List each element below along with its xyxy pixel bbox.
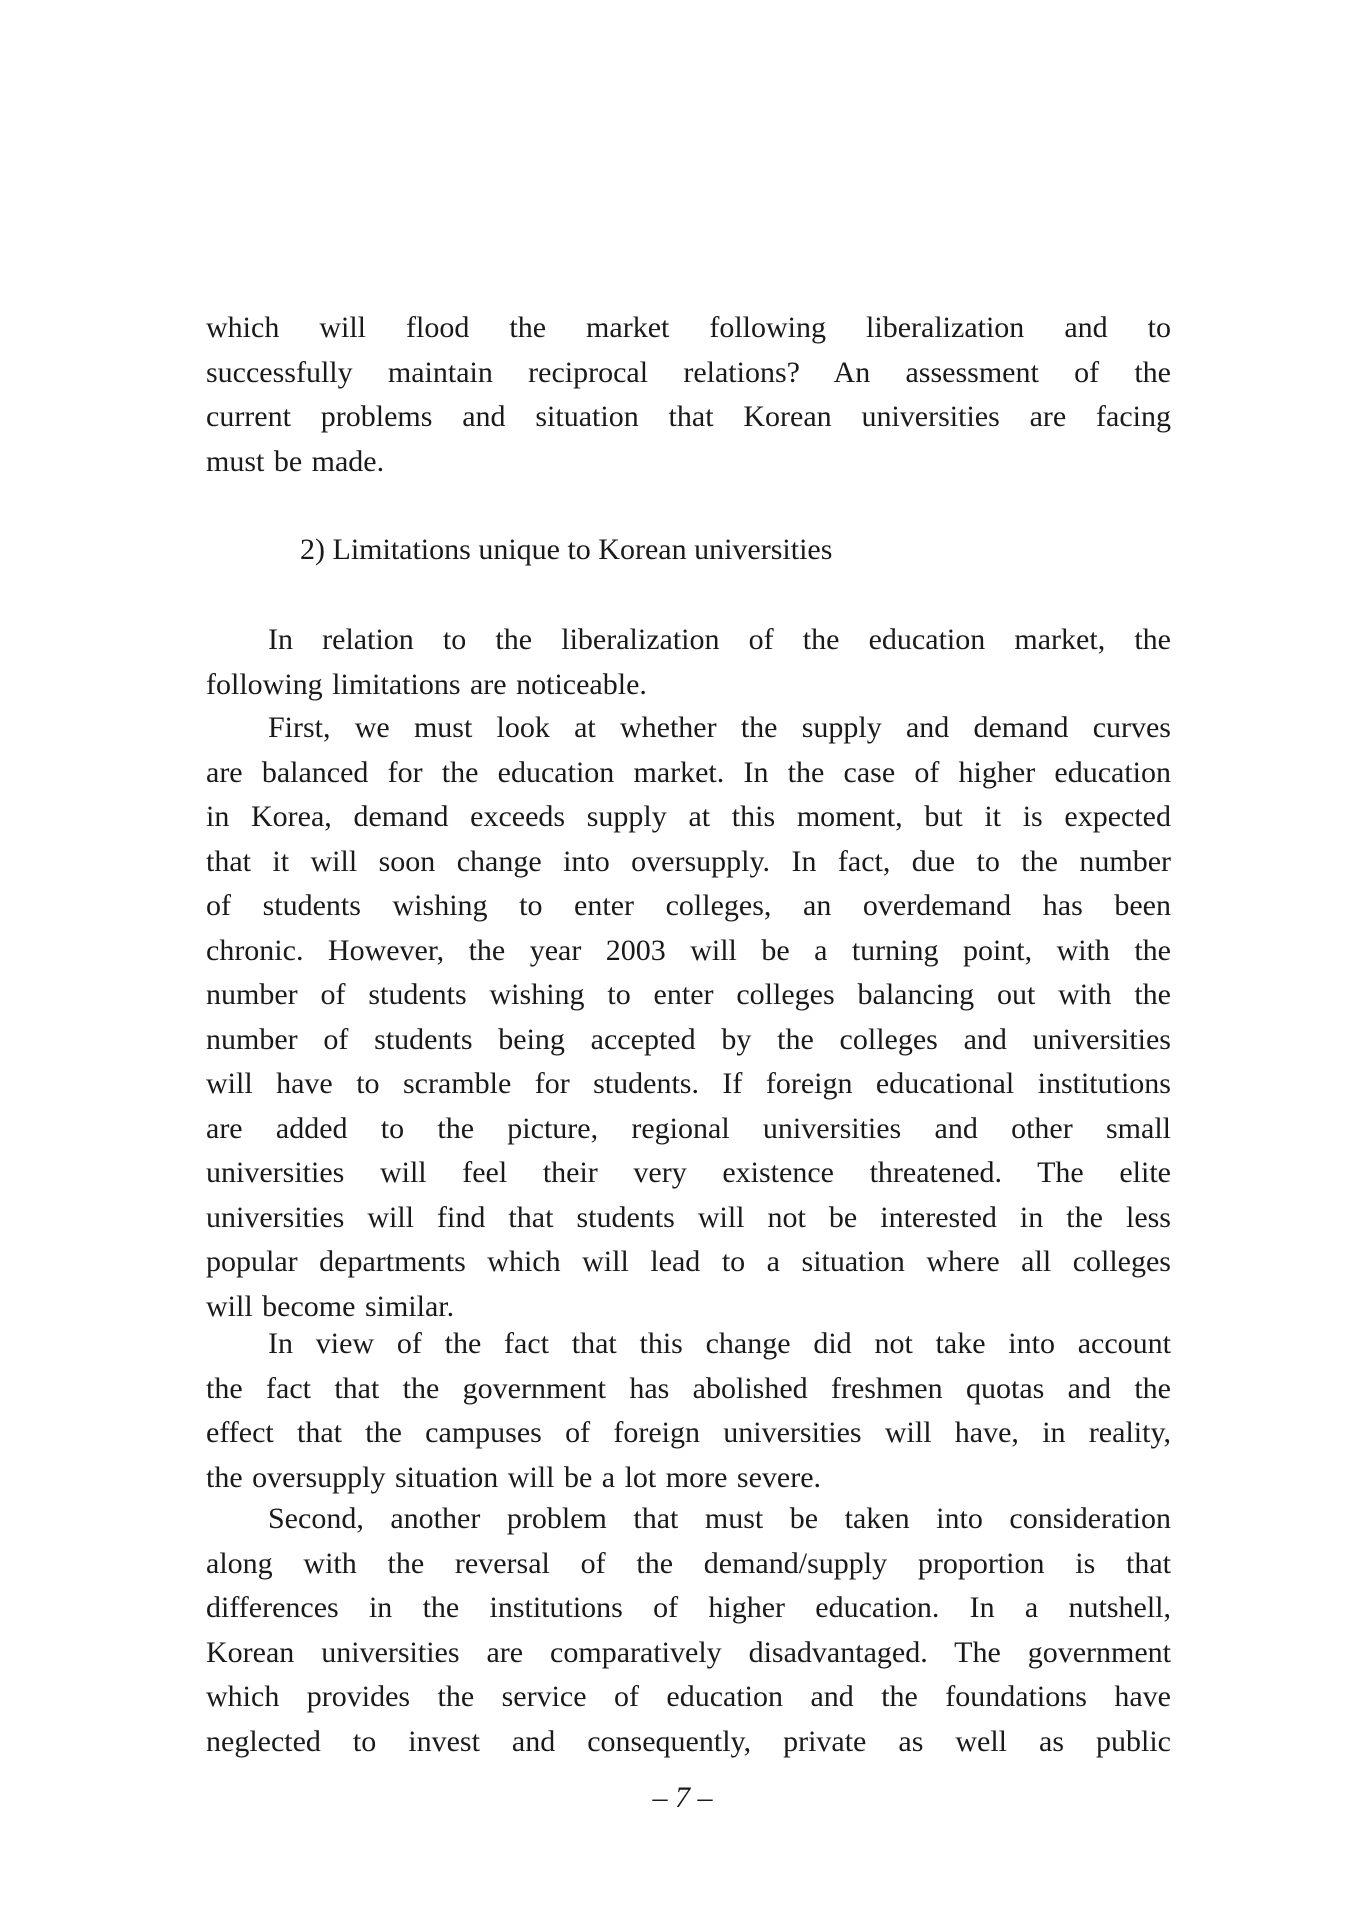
page-number: – 7 – [652, 1781, 713, 1814]
paragraph-line: which provides the service of education and the foundations have [206, 1680, 1171, 1713]
paragraph-line: Second, another problem that must be taken into consideration [268, 1502, 1171, 1535]
body-paragraph [206, 706, 1171, 1329]
paragraph-line: First, we must look at whether the supply and demand curves [268, 711, 1171, 744]
paragraph-line: of students wishing to enter colleges, an overdemand has been [206, 889, 1171, 922]
paragraph-line: number of students wishing to enter colleges balancing out with the [206, 978, 1171, 1011]
paragraph-line: in Korea, demand exceeds supply at this moment, but it is expected [206, 800, 1171, 833]
paragraph-line: will have to scramble for students. If foreign educational institutions [206, 1067, 1171, 1100]
paragraph-line: the fact that the government has abolished freshmen quotas and the [206, 1371, 1171, 1405]
paragraph-line: chronic. However, the year 2003 will be a turning point, with the [206, 933, 1171, 967]
paragraph-line: current problems and situation that Korean universities are facing [206, 400, 1171, 433]
paragraph-line: will become similar. [206, 1289, 455, 1323]
paragraph-line: must be made. [206, 444, 385, 478]
paragraph-line: number of students being accepted by the colleges and universities [206, 1022, 1171, 1056]
body-paragraph [206, 618, 1171, 707]
paragraph-line: are balanced for the education market. In the case of higher education [206, 755, 1171, 789]
paragraph-line: are added to the picture, regional universities and other small [206, 1111, 1171, 1145]
paragraph-line: popular departments which will lead to a situation where all colleges [206, 1245, 1171, 1278]
paragraph-line: effect that the campuses of foreign universities will have, in reality, [206, 1416, 1171, 1449]
paragraph-line: differences in the institutions of higher education. In a nutshell, [206, 1591, 1171, 1624]
paragraph-line: universities will find that students will not be interested in the less [206, 1200, 1171, 1234]
paragraph-line: In relation to the liberalization of the education market, the [268, 623, 1171, 656]
paragraph-line: neglected to invest and consequently, private as well as public [206, 1724, 1171, 1758]
body-paragraph [206, 1497, 1171, 1764]
intro-paragraph [206, 306, 1171, 484]
paragraph-line: that it will soon change into oversupply. In fact, due to the number [206, 844, 1171, 878]
paragraph-line: In view of the fact that this change did not take into account [268, 1327, 1171, 1360]
paragraph-line: Korean universities are comparatively disadvantaged. The government [206, 1635, 1171, 1669]
paragraph-line: which will flood the market following liberalization and to [206, 311, 1171, 344]
paragraph-line: successfully maintain reciprocal relations? An assessment of the [206, 355, 1171, 389]
section-heading: 2) Limitations unique to Korean universities [300, 533, 833, 566]
paragraph-line: the oversupply situation will be a lot more severe. [206, 1460, 822, 1494]
paragraph-line: along with the reversal of the demand/supply proportion is that [206, 1546, 1171, 1580]
body-paragraph [206, 1322, 1171, 1500]
paragraph-line: following limitations are noticeable. [206, 667, 647, 701]
paragraph-line: universities will feel their very existence threatened. The elite [206, 1156, 1171, 1189]
